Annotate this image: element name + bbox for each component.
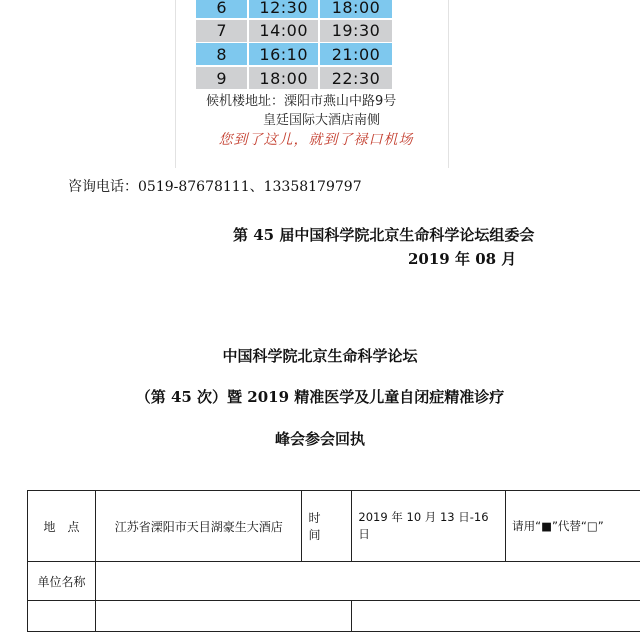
schedule-arrive: 22:30	[320, 67, 392, 89]
form-row-location	[28, 491, 640, 562]
schedule-row	[196, 43, 392, 65]
organizing-committee: 第 45 届中国科学院北京生命科学论坛组委会	[233, 224, 534, 245]
time-label: 时 间	[302, 491, 352, 562]
terminal-address	[206, 92, 396, 130]
schedule-number: 8	[196, 43, 249, 65]
form-title-line-2: （第 45 次）暨 2019 精准医学及儿童自闭症精准诊疗	[0, 386, 640, 407]
form-row-unit	[28, 562, 640, 601]
schedule-depart: 14:00	[249, 20, 320, 42]
blank-cell[interactable]	[28, 601, 96, 632]
address-line-1: 候机楼地址：溧阳市燕山中路9号	[206, 92, 396, 111]
consult-phone: 咨询电话：0519-87678111、13358179797	[68, 176, 362, 196]
address-line-2: 皇廷国际大酒店南侧	[206, 111, 396, 130]
blank-cell[interactable]	[95, 601, 352, 632]
form-title-line-1: 中国科学院北京生命科学论坛	[0, 345, 640, 366]
schedule-row	[196, 0, 392, 18]
schedule-row	[196, 67, 392, 89]
schedule-number: 9	[196, 67, 249, 89]
reply-form-table	[27, 490, 640, 632]
schedule-depart: 18:00	[249, 67, 320, 89]
shuttle-schedule-table	[196, 0, 392, 91]
issue-date: 2019 年 08 月	[408, 248, 516, 269]
schedule-number: 7	[196, 20, 249, 42]
schedule-depart: 12:30	[249, 0, 320, 18]
schedule-depart: 16:10	[249, 43, 320, 65]
blank-cell[interactable]	[352, 601, 640, 632]
location-value: 江苏省溧阳市天目湖豪生大酒店	[95, 491, 302, 562]
form-row-blank	[28, 601, 640, 632]
location-label: 地 点	[28, 491, 96, 562]
time-value: 2019 年 10 月 13 日-16 日	[352, 491, 506, 562]
schedule-arrive: 21:00	[320, 43, 392, 65]
schedule-row	[196, 20, 392, 42]
form-title-line-3: 峰会参会回执	[0, 428, 640, 449]
schedule-arrive: 18:00	[320, 0, 392, 18]
checkbox-note: 请用“■”代替“□”	[506, 491, 640, 562]
unit-name-label: 单位名称	[28, 562, 96, 601]
schedule-arrive: 19:30	[320, 20, 392, 42]
unit-name-field[interactable]	[95, 562, 640, 601]
schedule-number: 6	[196, 0, 249, 18]
shuttle-schedule-image	[175, 0, 449, 168]
airport-slogan: 您到了这儿，就到了禄口机场	[206, 129, 426, 149]
